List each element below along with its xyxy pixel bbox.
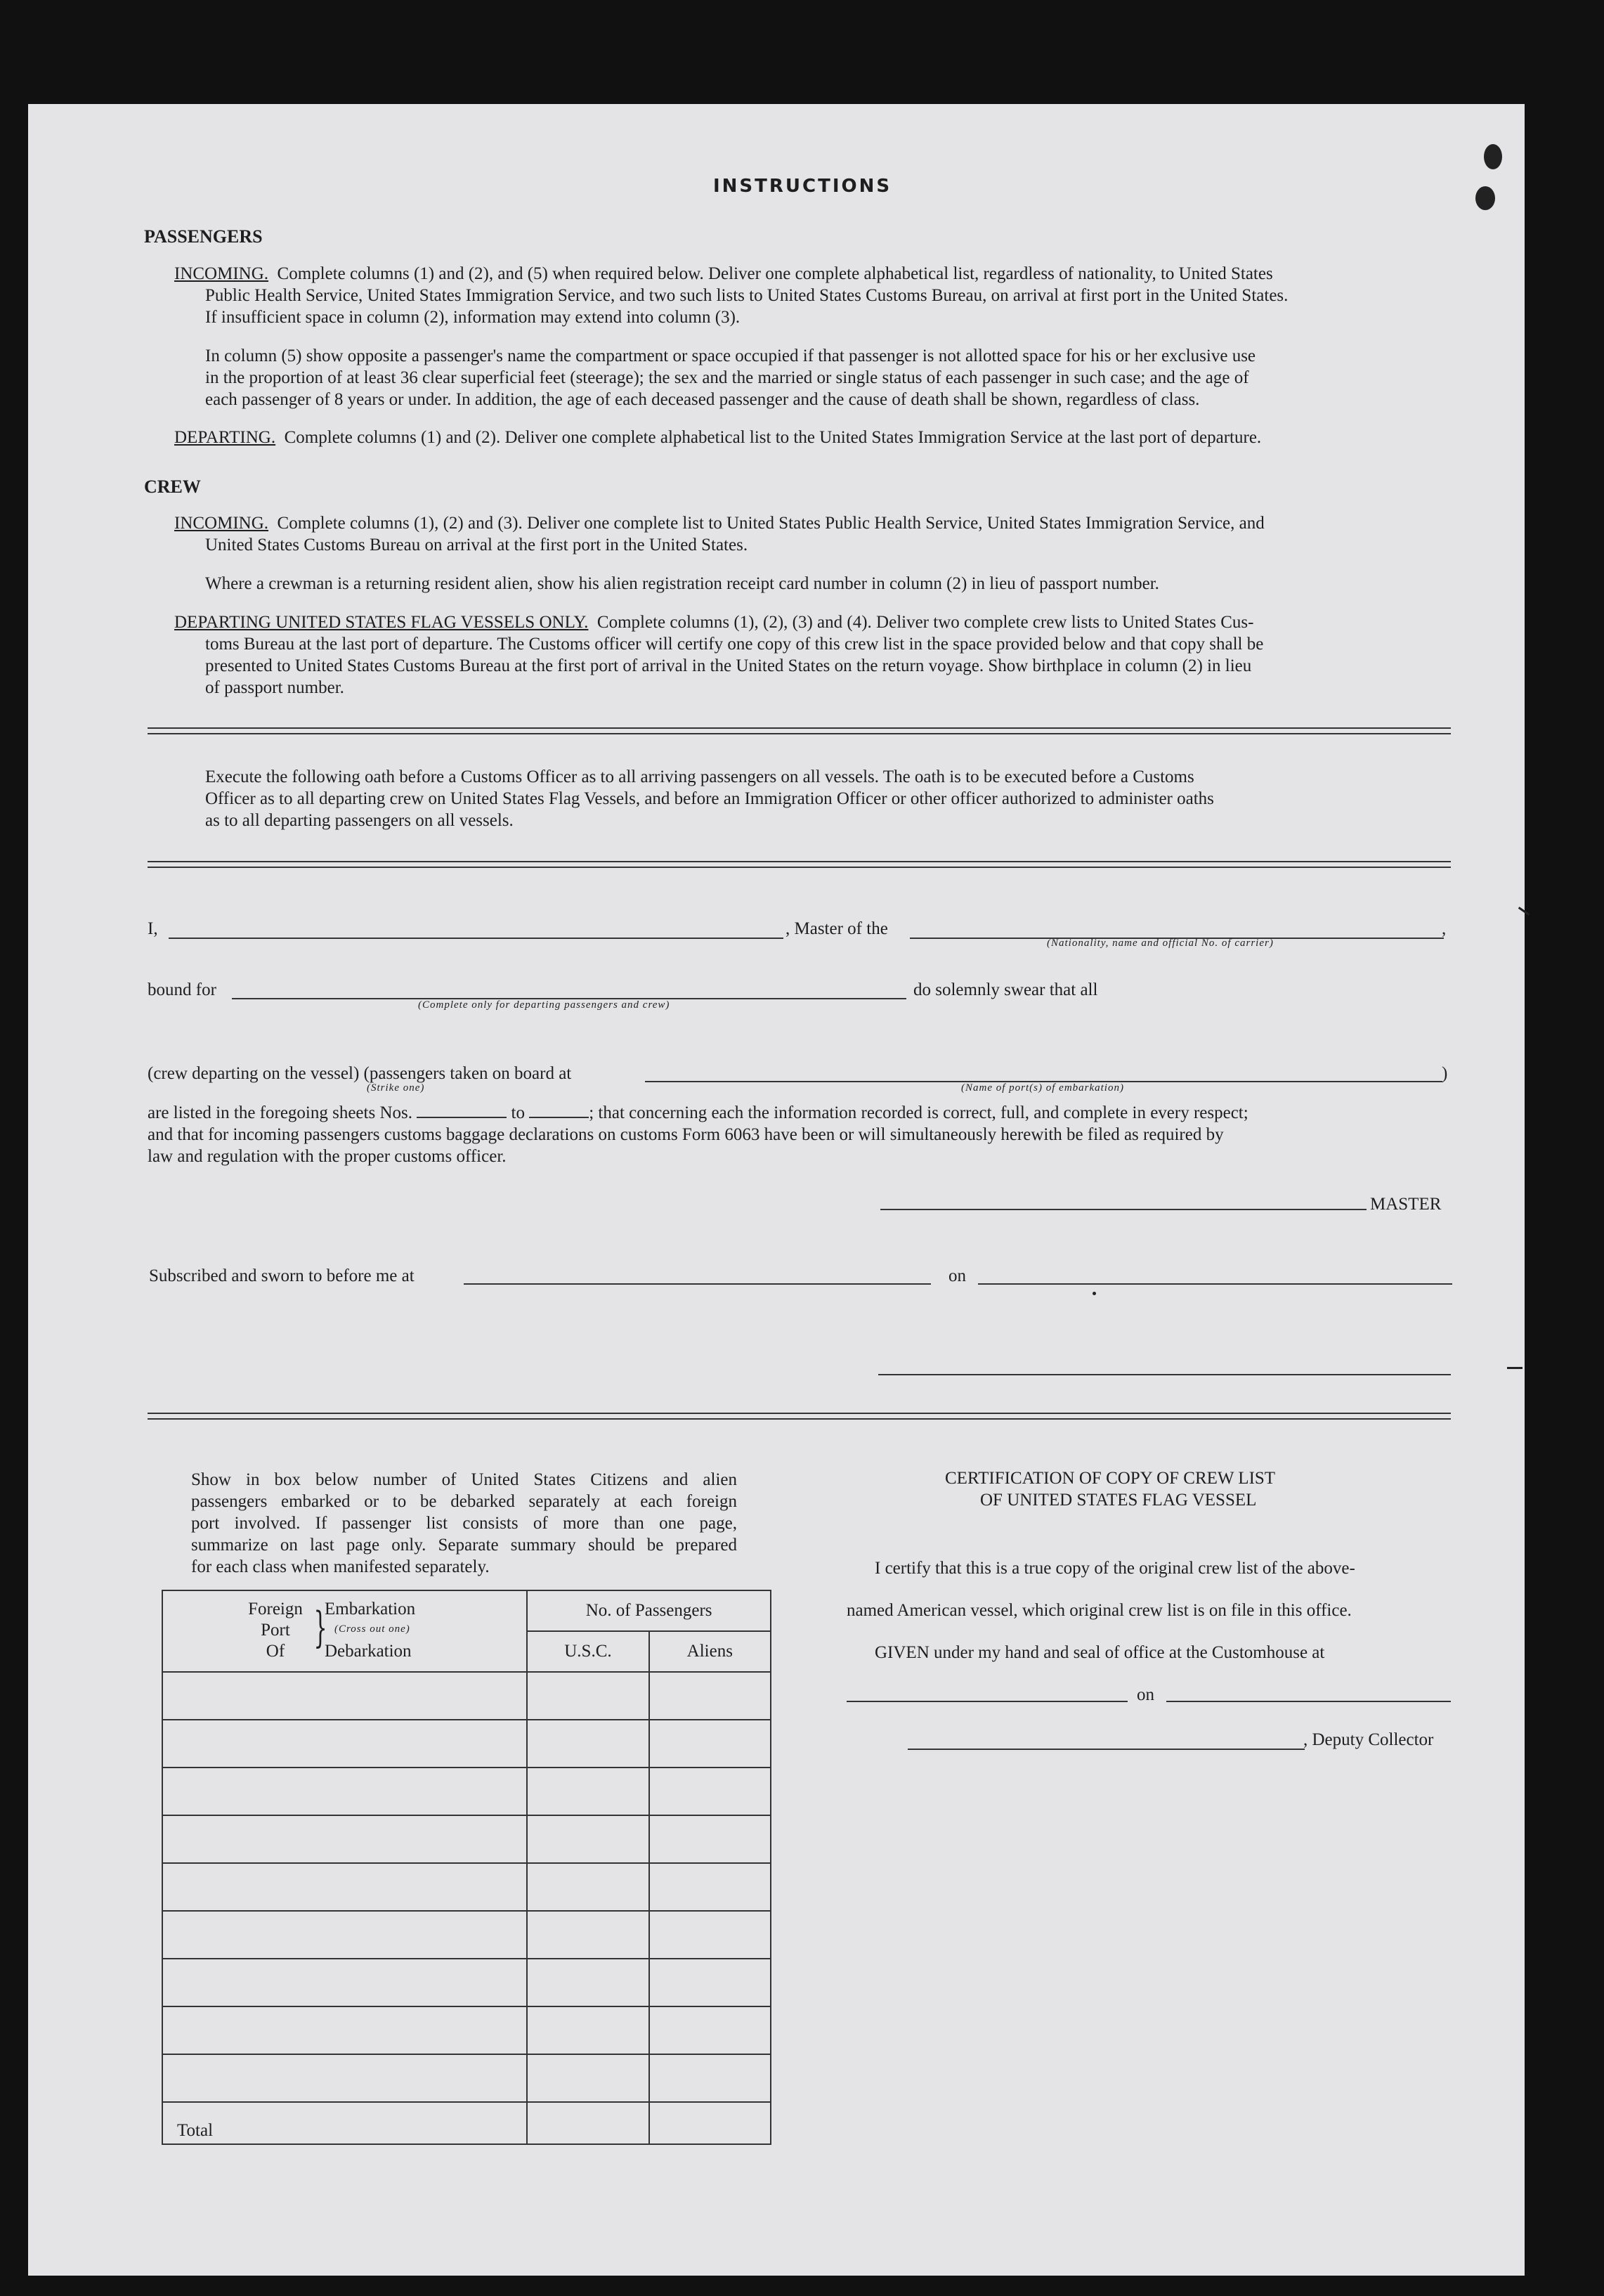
certification-title-2: OF UNITED STATES FLAG VESSEL <box>980 1491 1257 1510</box>
total-row <box>162 2102 771 2144</box>
passengers-departing-label: DEPARTING. <box>174 428 276 447</box>
bound-for-label: bound for <box>148 980 216 999</box>
total-label: Total <box>162 2102 527 2144</box>
table-row <box>162 1815 771 1863</box>
crew-incoming-line-2: United States Customs Bureau on arrival at the first port in the United States. <box>205 536 748 554</box>
cross-out-caption: (Cross out one) <box>334 1623 410 1635</box>
crew-returning-line: Where a crewman is a returning resident alien, show his alien registration receipt card number in column (2) in lieu of passport number. <box>205 574 1159 593</box>
total-usc-cell[interactable] <box>527 2102 648 2144</box>
close-paren: ) <box>1442 1064 1448 1083</box>
column5-line-1: In column (5) show opposite a passenger's name the compartment or space occupied if that passenger is not allotted space for his or her exclusive use <box>205 346 1256 365</box>
summary-line-1: Show in box below number of United States Citizens and alien <box>191 1470 737 1489</box>
crew-incoming-line-1 <box>174 512 1265 534</box>
crew-heading: CREW <box>144 476 201 497</box>
summary-line-4: summarize on last page only. Separate summary should be prepared <box>191 1536 737 1555</box>
listed-line-1 <box>148 1102 1451 1124</box>
passengers-departing-line <box>174 427 1261 448</box>
oath-instructions-line-1: Execute the following oath before a Customs Officer as to all arriving passengers on all vessels. The oath is to be executed before a Customs <box>205 767 1194 786</box>
crew-incoming-label: INCOMING. <box>174 514 269 533</box>
certification-line-1: I certify that this is a true copy of the original crew list of the above- <box>875 1559 1355 1578</box>
certification-date-field[interactable] <box>1166 1701 1451 1702</box>
port-caption: (Name of port(s) of embarkation) <box>961 1082 1124 1094</box>
master-label: MASTER <box>1370 1195 1442 1214</box>
table-row <box>162 1768 771 1815</box>
sworn-on-label: on <box>948 1266 966 1285</box>
customhouse-field[interactable] <box>847 1701 1128 1702</box>
deputy-collector-label: , Deputy Collector <box>1303 1730 1434 1749</box>
brace-icon: } <box>313 1603 327 1652</box>
port-label: Port <box>261 1621 290 1640</box>
aliens-header: Aliens <box>649 1631 771 1672</box>
passengers-incoming-line-1 <box>174 263 1446 285</box>
listed-line-3: law and regulation with the proper customs officer. <box>148 1147 507 1166</box>
table-row <box>162 1959 771 2006</box>
certification-line-3: GIVEN under my hand and seal of office at the Customhouse at <box>875 1643 1325 1662</box>
summary-line-2: passengers embarked or to be debarked separately at each foreign <box>191 1492 737 1511</box>
listed-text-1b: to <box>511 1103 525 1122</box>
page-title: INSTRUCTIONS <box>713 176 892 197</box>
deputy-signature-field[interactable] <box>908 1749 1305 1750</box>
sworn-date-field[interactable] <box>978 1283 1452 1285</box>
table-row <box>162 2006 771 2054</box>
passenger-summary-table <box>162 1590 771 2145</box>
divider-3 <box>148 1413 1451 1420</box>
passengers-incoming-line-3: If insufficient space in column (2), information may extend into column (3). <box>205 308 741 327</box>
table-row <box>162 1911 771 1959</box>
swear-label: do solemnly swear that all <box>913 980 1098 999</box>
crew-departing-line-2: toms Bureau at the last port of departure. The Customs officer will certify one copy of this crew list in the space provided below and that copy shall be <box>205 635 1264 654</box>
divider-1 <box>148 727 1451 734</box>
master-name-field[interactable] <box>169 938 783 939</box>
sheet-to-field[interactable] <box>529 1117 589 1118</box>
foreign-label: Foreign <box>248 1600 303 1619</box>
oath-instructions-line-3: as to all departing passengers on all vessels. <box>205 811 514 830</box>
listed-line-2: and that for incoming passengers customs baggage declarations on customs Form 6063 have been or will simultaneously herewith be filed as required by <box>148 1125 1224 1144</box>
crew-departing-text-1: Complete columns (1), (2), (3) and (4). Deliver two complete crew lists to United States Cus- <box>596 613 1254 632</box>
summary-line-3: port involved. If passenger list consists of more than one page, <box>191 1514 737 1533</box>
sheet-from-field[interactable] <box>417 1117 507 1118</box>
crew-departing-line-4: of passport number. <box>205 678 344 697</box>
passengers-incoming-text-1: Complete columns (1) and (2), and (5) when required below. Deliver one complete alphabetical list, regardless of nationality, to United States <box>277 264 1273 283</box>
table-row <box>162 1720 771 1768</box>
speck-mark-icon <box>1093 1292 1096 1295</box>
crew-departing-line-3: presented to United States Customs Bureau at the first port of arrival in the United States on the return voyage. Show birthplace in column (2) in lieu <box>205 656 1252 675</box>
summary-line-5: for each class when manifested separately. <box>191 1557 490 1576</box>
table-row <box>162 2054 771 2102</box>
certification-on-label: on <box>1137 1685 1154 1704</box>
punch-hole-icon <box>1484 144 1502 169</box>
of-label: Of <box>266 1642 285 1661</box>
passengers-heading: PASSENGERS <box>144 226 263 247</box>
crew-departing-label: (crew departing on the vessel) (passengers taken on board at <box>148 1064 572 1083</box>
certification-line-2: named American vessel, which original crew list is on file in this office. <box>847 1601 1352 1620</box>
embarkation-label: Embarkation <box>325 1600 416 1619</box>
column5-line-3: each passenger of 8 years or under. In addition, the age of each deceased passenger and the cause of death shall be shown, regardless of class. <box>205 390 1200 409</box>
no-of-passengers-header: No. of Passengers <box>527 1590 771 1631</box>
usc-header: U.S.C. <box>527 1631 648 1672</box>
crew-departing-label: DEPARTING UNITED STATES FLAG VESSELS ONLY. <box>174 613 589 632</box>
punch-hole-icon <box>1475 186 1495 210</box>
column5-line-2: in the proportion of at least 36 clear superficial feet (steerage); the sex and the married or single status of each passenger in such case; and the age of <box>205 368 1249 387</box>
listed-text-1c: ; that concerning each the information recorded is correct, full, and complete in every respect; <box>589 1103 1248 1122</box>
debarkation-label: Debarkation <box>325 1642 412 1661</box>
subscribed-label: Subscribed and sworn to before me at <box>149 1266 415 1285</box>
passengers-incoming-line-2: Public Health Service, United States Immigration Service, and two such lists to United States Customs Bureau, on arrival at first port in the United States. <box>205 286 1289 305</box>
total-aliens-cell[interactable] <box>649 2102 771 2144</box>
listed-text-1a: are listed in the foregoing sheets Nos. <box>148 1103 412 1122</box>
master-of-label: , Master of the <box>785 919 888 938</box>
certification-title-1: CERTIFICATION OF COPY OF CREW LIST <box>945 1469 1276 1488</box>
carrier-caption: (Nationality, name and official No. of carrier) <box>1047 938 1274 949</box>
oath-i-label: I, <box>148 919 158 938</box>
sworn-place-field[interactable] <box>464 1283 931 1285</box>
strike-caption: (Strike one) <box>367 1082 425 1094</box>
bound-caption: (Complete only for departing passengers and crew) <box>418 999 670 1011</box>
port-header-cell <box>162 1590 527 1672</box>
crew-incoming-text-1: Complete columns (1), (2) and (3). Deliver one complete list to United States Public Health Service, United States Immigration Service, and <box>277 514 1265 533</box>
comma: , <box>1442 919 1447 938</box>
divider-2 <box>148 861 1451 868</box>
officer-signature-field[interactable] <box>878 1374 1451 1375</box>
table-row <box>162 1672 771 1720</box>
master-signature-field[interactable] <box>880 1209 1367 1210</box>
oath-instructions-line-2: Officer as to all departing crew on United States Flag Vessels, and before an Immigration Officer or other officer authorized to administer oaths <box>205 789 1214 808</box>
passengers-incoming-label: INCOMING. <box>174 264 269 283</box>
passengers-departing-text: Complete columns (1) and (2). Deliver one complete alphabetical list to the United States Immigration Service at the last port of departure. <box>284 428 1262 447</box>
table-row <box>162 1863 771 1911</box>
crew-departing-line-1 <box>174 611 1253 633</box>
speck-mark-icon <box>1507 1367 1523 1369</box>
